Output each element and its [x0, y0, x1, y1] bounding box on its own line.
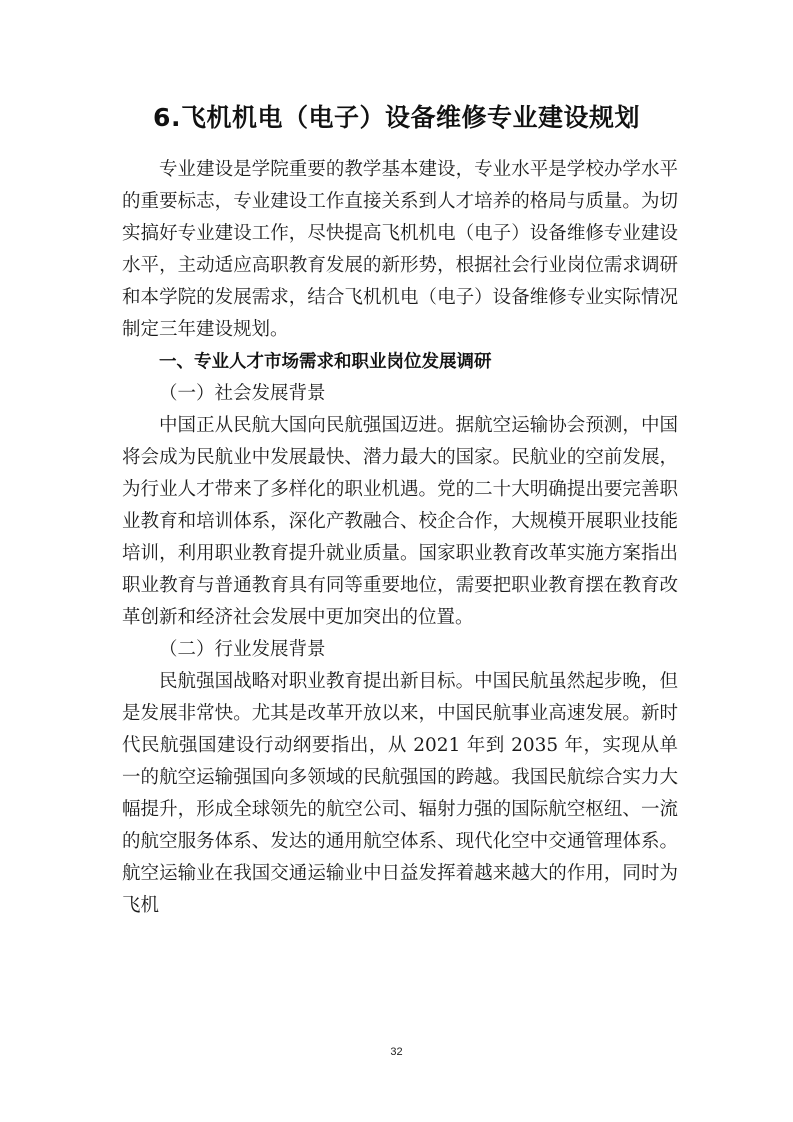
subsection-heading-social-background: （一）社会发展背景: [159, 383, 326, 404]
social-background-paragraph: 中国正从民航大国向民航强国迈进。据航空运输协会预测，中国将会成为民航业中发展最快、潜力最大的国家。民航业的空前发展，为行业人才带来了多样化的职业机遇。党的二十大明确提出要完善职业教育和培训体系，深化产教融合、校企合作，大规模开展职业技能培训，利用职业教育提升就业质量。国家职业教育改革实施方案指出职业教育与普通教育具有同等重要地位，需要把职业教育摆在教育改革创新和经济社会发展中更加突出的位置。: [122, 415, 678, 628]
page-number: 32: [390, 1046, 403, 1058]
subsection-heading-industry-background: （二）行业发展背景: [159, 639, 326, 660]
section-heading-market-research: 一、专业人才市场需求和职业岗位发展调研: [159, 352, 492, 372]
intro-paragraph: 专业建设是学院重要的教学基本建设，专业水平是学校办学水平的重要标志，专业建设工作直接关系到人才培养的格局与质量。为切实搞好专业建设工作，尽快提高飞机机电（电子）设备维修专业建设水平，主动适应高职教育发展的新形势，根据社会行业岗位需求调研和本学院的发展需求，结合飞机机电（电子）设备维修专业实际情况制定三年建设规划。: [122, 159, 678, 340]
main-body: [122, 154, 678, 922]
industry-background-paragraph: 民航强国战略对职业教育提出新目标。中国民航虽然起步晚，但是发展非常快。尤其是改革开放以来，中国民航事业高速发展。新时代民航强国建设行动纲要指出，从 2021 年到 2035 年，实现从单一的航空运输强国向多领域的民航强国的跨越。我国民航综合实力大幅提升，形成全球领先的航空公司、辐射力强的国际航空枢纽、一流的航空服务体系、发达的通用航空体系、现代化空中交通管理体系。航空运输业在我国交通运输业中日益发挥着越来越大的作用，同时为飞机: [122, 671, 678, 916]
page-title: 6.飞机机电（电子）设备维修专业建设规划: [153, 103, 640, 132]
